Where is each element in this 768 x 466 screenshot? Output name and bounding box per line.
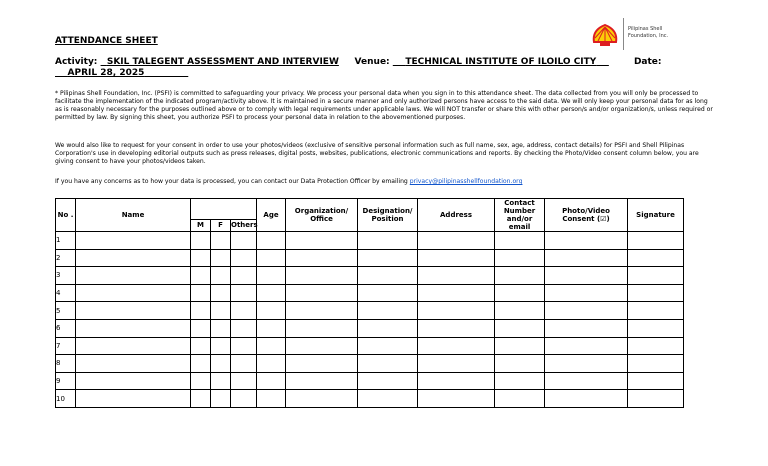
cell-name[interactable] xyxy=(76,355,191,373)
cell-female[interactable] xyxy=(211,249,231,267)
cell-name[interactable] xyxy=(76,390,191,408)
table-row xyxy=(56,372,684,390)
cell-age[interactable] xyxy=(257,319,286,337)
cell-age[interactable] xyxy=(257,284,286,302)
row-number: 1 xyxy=(56,232,76,250)
cell-designation[interactable] xyxy=(358,319,418,337)
cell-photo-consent[interactable] xyxy=(545,337,628,355)
cell-age[interactable] xyxy=(257,302,286,320)
cell-photo-consent[interactable] xyxy=(545,319,628,337)
cell-male[interactable] xyxy=(191,372,211,390)
table-row xyxy=(56,355,684,373)
cell-signature[interactable] xyxy=(628,355,684,373)
cell-designation[interactable] xyxy=(358,284,418,302)
cell-age[interactable] xyxy=(257,337,286,355)
row-number: 5 xyxy=(56,302,76,320)
row-number: 7 xyxy=(56,337,76,355)
cell-female[interactable] xyxy=(211,284,231,302)
header-organization: Organization/ Office xyxy=(286,199,358,232)
cell-female[interactable] xyxy=(211,319,231,337)
cell-signature[interactable] xyxy=(628,372,684,390)
cell-others[interactable] xyxy=(231,249,257,267)
cell-photo-consent[interactable] xyxy=(545,232,628,250)
venue-value: TECHNICAL INSTITUTE OF ILOILO CITY xyxy=(405,57,597,67)
cell-others[interactable] xyxy=(231,284,257,302)
cell-contact[interactable] xyxy=(495,390,545,408)
concerns-text: If you have any concerns as to how your data is processed, you can contact our Data Protection Officer by emailing xyxy=(55,178,408,185)
cell-organization[interactable] xyxy=(286,319,358,337)
cell-contact[interactable] xyxy=(495,372,545,390)
consent-notice: We would also like to request for your consent in order to use your photos/videos (exclusive of sensitive personal information such as full name, sex, age, address, contact details) for PSFI and Shell Pilipinas Corporation's use in developing editorial outputs such as press releases, digital posts, websites, publications, electronic communications and reports. By checking the Photo/Video consent column below, you are giving consent to have your photos/videos taken. xyxy=(55,142,699,165)
header-no: No . xyxy=(56,199,76,232)
activity-line xyxy=(55,57,705,79)
cell-organization[interactable] xyxy=(286,337,358,355)
table-row xyxy=(56,232,684,250)
cell-address[interactable] xyxy=(418,355,495,373)
cell-designation[interactable] xyxy=(358,302,418,320)
cell-address[interactable] xyxy=(418,249,495,267)
cell-photo-consent[interactable] xyxy=(545,355,628,373)
cell-designation[interactable] xyxy=(358,249,418,267)
cell-signature[interactable] xyxy=(628,302,684,320)
cell-photo-consent[interactable] xyxy=(545,267,628,285)
cell-age[interactable] xyxy=(257,267,286,285)
header-age: Age xyxy=(257,199,286,232)
cell-age[interactable] xyxy=(257,372,286,390)
cell-address[interactable] xyxy=(418,390,495,408)
cell-others[interactable] xyxy=(231,355,257,373)
cell-female[interactable] xyxy=(211,232,231,250)
cell-organization[interactable] xyxy=(286,355,358,373)
row-number: 9 xyxy=(56,372,76,390)
cell-others[interactable] xyxy=(231,372,257,390)
cell-contact[interactable] xyxy=(495,284,545,302)
cell-male[interactable] xyxy=(191,390,211,408)
cell-address[interactable] xyxy=(418,319,495,337)
header-signature: Signature xyxy=(628,199,684,232)
cell-female[interactable] xyxy=(211,390,231,408)
header-address: Address xyxy=(418,199,495,232)
cell-designation[interactable] xyxy=(358,337,418,355)
cell-organization[interactable] xyxy=(286,284,358,302)
venue-label: Venue: xyxy=(354,57,390,67)
cell-address[interactable] xyxy=(418,232,495,250)
row-number: 2 xyxy=(56,249,76,267)
cell-name[interactable] xyxy=(76,302,191,320)
cell-photo-consent[interactable] xyxy=(545,284,628,302)
privacy-notice: * Pilipinas Shell Foundation, Inc. (PSFI) is committed to safeguarding your privacy. We process your personal data when you sign in to this attendance sheet. The data collected from you will only be processed to facilitate the implementation of the indicated program/activity above. It is maintained in a secure manner and only authorized persons have access to the said data. We will only keep your personal data for as long as is reasonably necessary for the purposes outlined above or to comply with legal requirements under applicable laws. We will NOT transfer or share this with other person/s and/or organization/s, unless required or permitted by law. By signing this sheet, you authorize PSFI to process your personal data in relation to the abovementioned purposes. xyxy=(55,90,713,121)
row-number: 6 xyxy=(56,319,76,337)
cell-address[interactable] xyxy=(418,284,495,302)
header-photo-consent: Photo/Video Consent (☑) xyxy=(545,199,628,232)
cell-male[interactable] xyxy=(191,319,211,337)
date-value: APRIL 28, 2025 xyxy=(67,68,145,78)
logo-line-2: Foundation, Inc. xyxy=(628,33,669,39)
cell-age[interactable] xyxy=(257,390,286,408)
cell-name[interactable] xyxy=(76,249,191,267)
cell-name[interactable] xyxy=(76,372,191,390)
row-number: 10 xyxy=(56,390,76,408)
cell-signature[interactable] xyxy=(628,267,684,285)
cell-organization[interactable] xyxy=(286,249,358,267)
cell-female[interactable] xyxy=(211,355,231,373)
cell-organization[interactable] xyxy=(286,267,358,285)
cell-male[interactable] xyxy=(191,249,211,267)
shell-logo-icon xyxy=(591,22,619,50)
cell-name[interactable] xyxy=(76,284,191,302)
header-designation: Designation/ Position xyxy=(358,199,418,232)
cell-age[interactable] xyxy=(257,249,286,267)
date-label: Date: xyxy=(633,57,662,67)
row-number: 4 xyxy=(56,284,76,302)
activity-label: Activity: xyxy=(55,57,98,67)
cell-designation[interactable] xyxy=(358,390,418,408)
cell-address[interactable] xyxy=(418,302,495,320)
cell-name[interactable] xyxy=(76,232,191,250)
cell-others[interactable] xyxy=(231,302,257,320)
cell-photo-consent[interactable] xyxy=(545,372,628,390)
cell-address[interactable] xyxy=(418,372,495,390)
cell-organization[interactable] xyxy=(286,302,358,320)
logo-text xyxy=(628,26,688,40)
cell-designation[interactable] xyxy=(358,267,418,285)
cell-female[interactable] xyxy=(211,302,231,320)
cell-name[interactable] xyxy=(76,319,191,337)
cell-others[interactable] xyxy=(231,337,257,355)
cell-photo-consent[interactable] xyxy=(545,249,628,267)
cell-female[interactable] xyxy=(211,267,231,285)
cell-signature[interactable] xyxy=(628,319,684,337)
cell-contact[interactable] xyxy=(495,337,545,355)
cell-photo-consent[interactable] xyxy=(545,390,628,408)
header-contact: Contact Number and/or email xyxy=(495,199,545,232)
cell-contact[interactable] xyxy=(495,232,545,250)
table-row xyxy=(56,302,684,320)
cell-others[interactable] xyxy=(231,267,257,285)
header-name: Name xyxy=(76,199,191,232)
cell-designation[interactable] xyxy=(358,372,418,390)
cell-organization[interactable] xyxy=(286,232,358,250)
cell-contact[interactable] xyxy=(495,267,545,285)
cell-signature[interactable] xyxy=(628,390,684,408)
activity-value: SKIL TALEGENT ASSESSMENT AND INTERVIEW xyxy=(106,57,339,67)
cell-signature[interactable] xyxy=(628,232,684,250)
dpo-email-link[interactable]: privacy@pilipinasshellfoundation.org xyxy=(409,178,523,185)
cell-name[interactable] xyxy=(76,337,191,355)
cell-contact[interactable] xyxy=(495,355,545,373)
cell-contact[interactable] xyxy=(495,249,545,267)
header-female: F xyxy=(211,219,231,231)
cell-male[interactable] xyxy=(191,232,211,250)
cell-designation[interactable] xyxy=(358,355,418,373)
table-row xyxy=(56,284,684,302)
cell-others[interactable] xyxy=(231,232,257,250)
page-title: ATTENDANCE SHEET xyxy=(55,36,158,46)
logo-line-1: Pilipinas Shell xyxy=(628,26,663,32)
table-header-row xyxy=(56,199,684,220)
table-row xyxy=(56,337,684,355)
cell-female[interactable] xyxy=(211,337,231,355)
cell-organization[interactable] xyxy=(286,372,358,390)
concerns-notice xyxy=(55,178,715,186)
cell-contact[interactable] xyxy=(495,302,545,320)
cell-others[interactable] xyxy=(231,319,257,337)
cell-signature[interactable] xyxy=(628,249,684,267)
attendance-table xyxy=(55,198,684,408)
cell-contact[interactable] xyxy=(495,319,545,337)
cell-name[interactable] xyxy=(76,267,191,285)
cell-female[interactable] xyxy=(211,372,231,390)
cell-age[interactable] xyxy=(257,355,286,373)
psfi-logo xyxy=(588,18,688,52)
cell-signature[interactable] xyxy=(628,337,684,355)
cell-male[interactable] xyxy=(191,355,211,373)
table-row xyxy=(56,249,684,267)
header-sex-group xyxy=(191,199,257,220)
cell-age[interactable] xyxy=(257,232,286,250)
cell-address[interactable] xyxy=(418,337,495,355)
cell-photo-consent[interactable] xyxy=(545,302,628,320)
header-male: M xyxy=(191,219,211,231)
attendance-rows xyxy=(56,232,684,408)
cell-male[interactable] xyxy=(191,302,211,320)
cell-signature[interactable] xyxy=(628,284,684,302)
cell-male[interactable] xyxy=(191,337,211,355)
row-number: 3 xyxy=(56,267,76,285)
logo-divider xyxy=(623,18,624,50)
cell-others[interactable] xyxy=(231,390,257,408)
cell-organization[interactable] xyxy=(286,390,358,408)
cell-male[interactable] xyxy=(191,267,211,285)
table-row xyxy=(56,319,684,337)
cell-male[interactable] xyxy=(191,284,211,302)
table-row xyxy=(56,390,684,408)
table-row xyxy=(56,267,684,285)
header-others: Others xyxy=(231,219,257,231)
cell-designation[interactable] xyxy=(358,232,418,250)
cell-address[interactable] xyxy=(418,267,495,285)
row-number: 8 xyxy=(56,355,76,373)
